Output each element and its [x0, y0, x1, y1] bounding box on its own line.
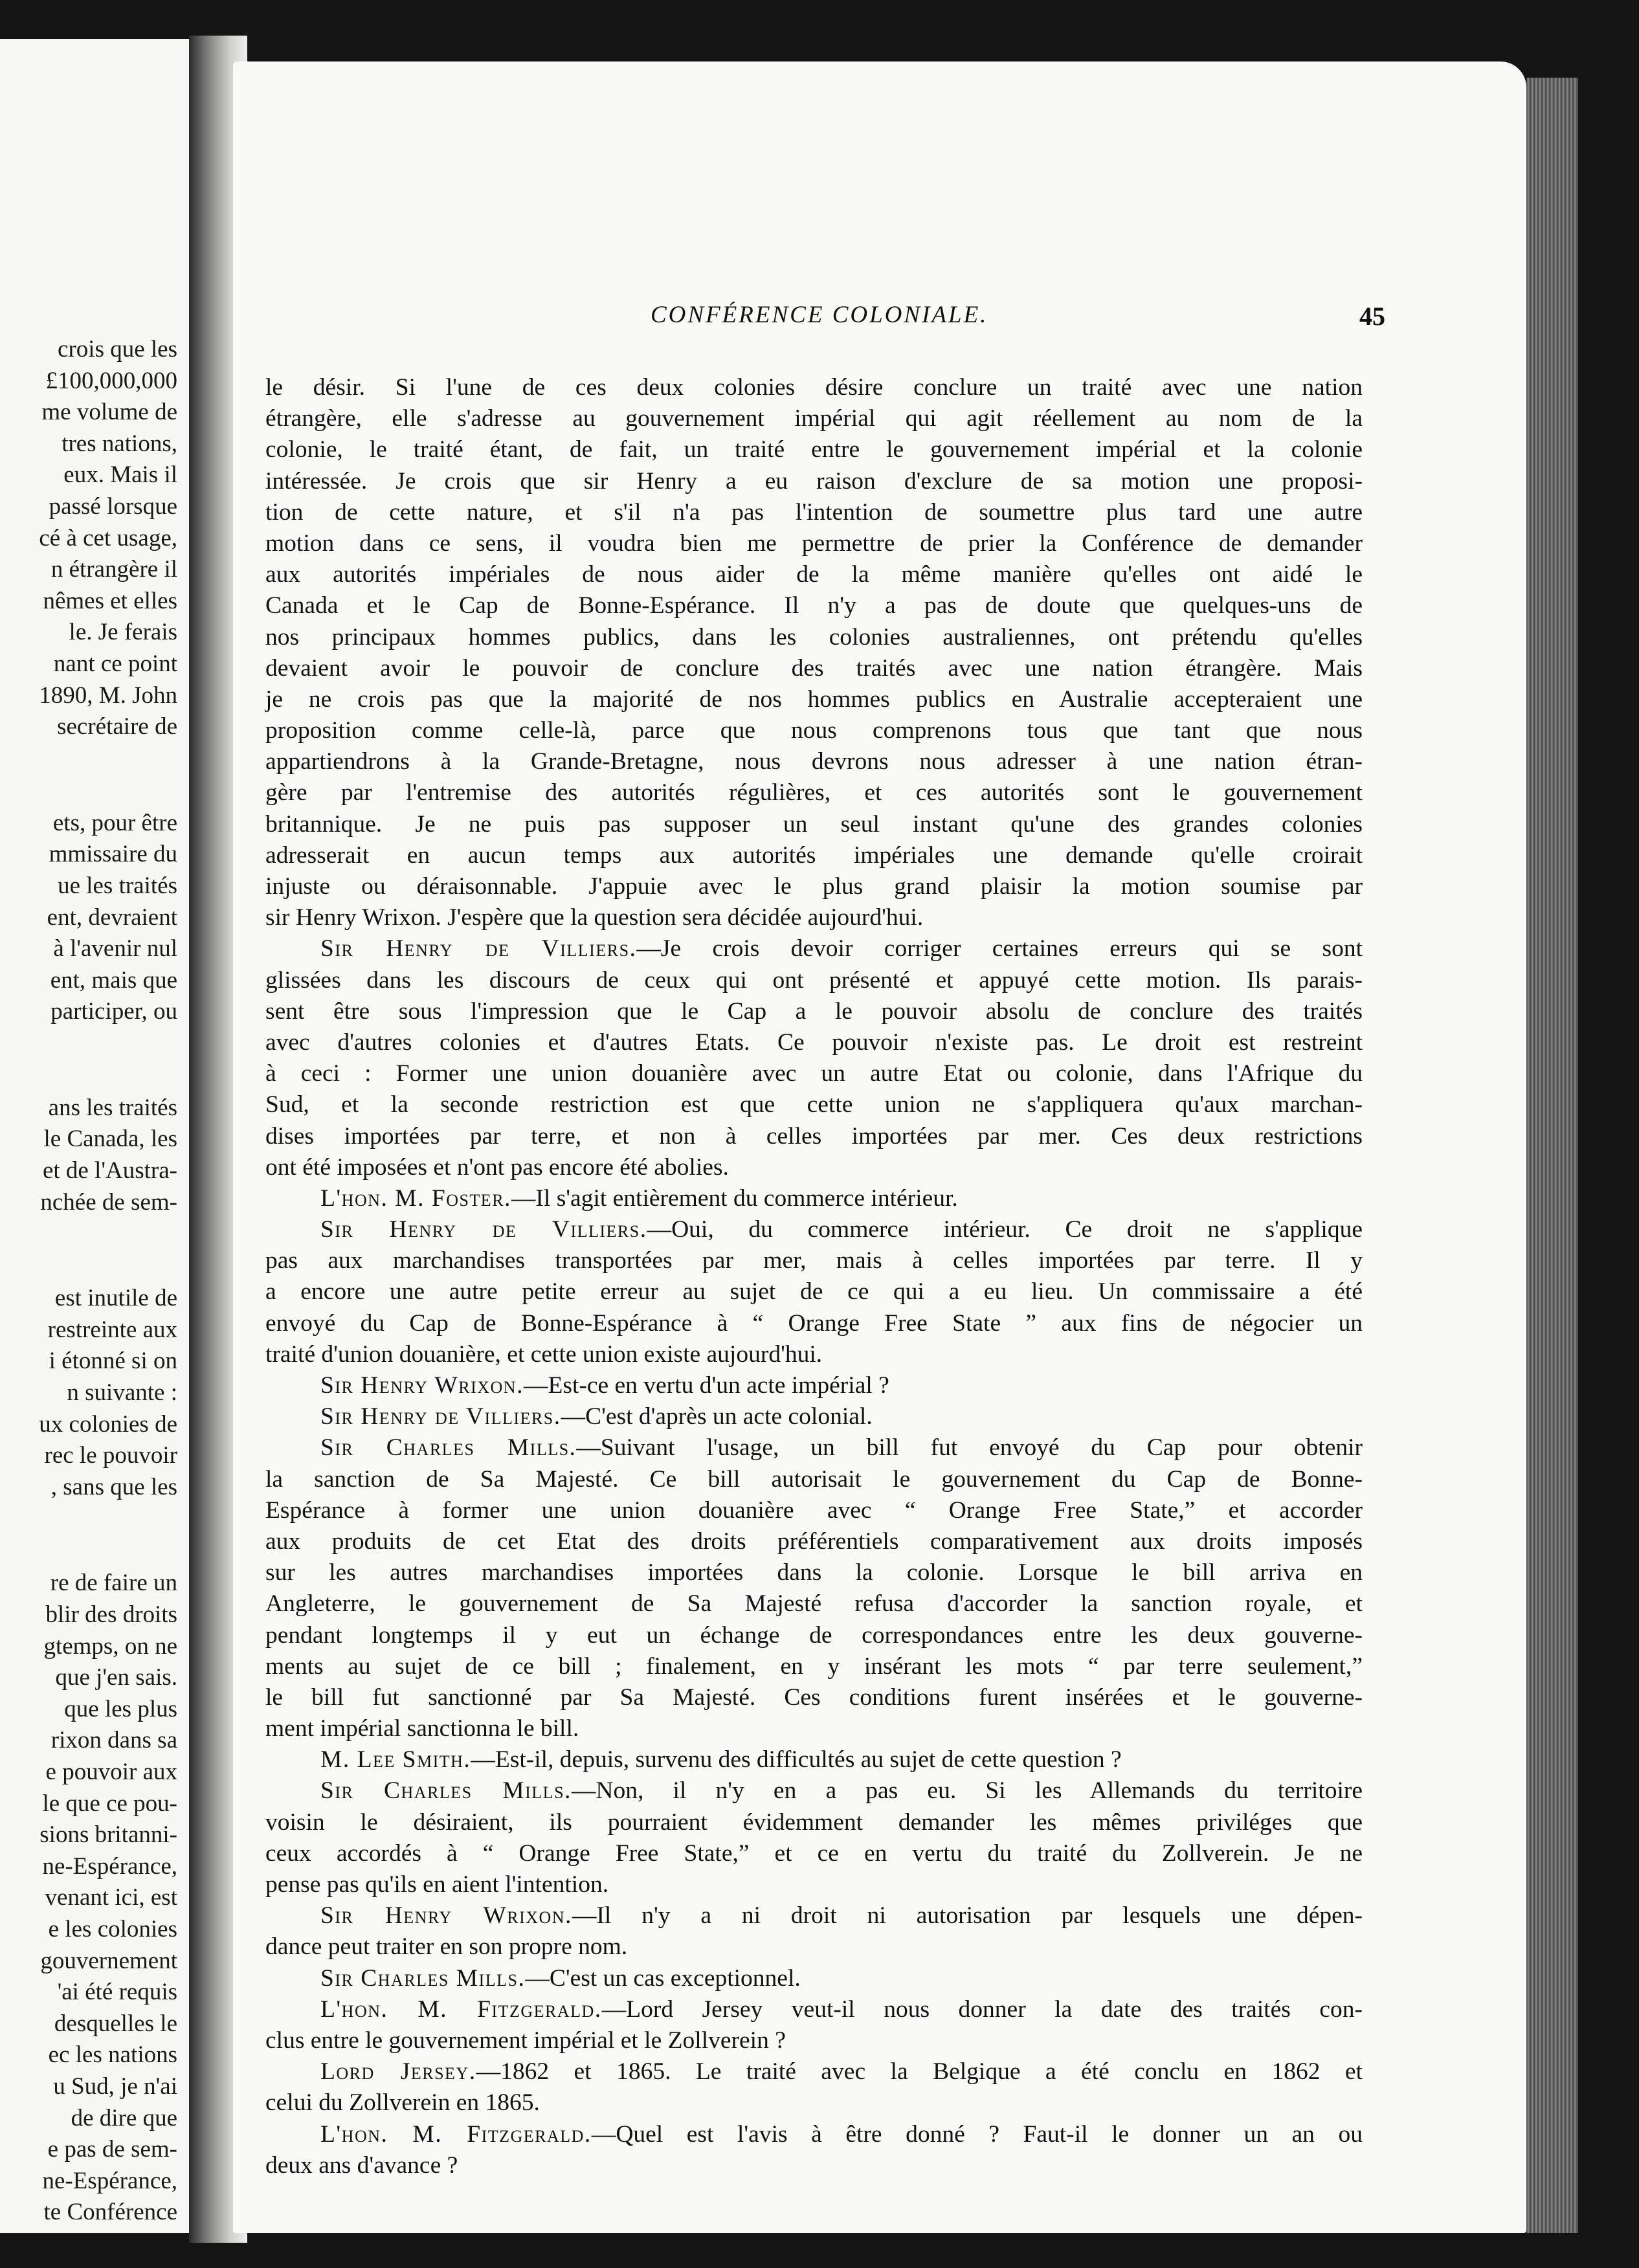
text-line [265, 840, 1363, 871]
text-line [265, 871, 1363, 902]
text-line [265, 1089, 1363, 1120]
line-text: sur les autres marchandises importées dans la colonie. Lorsque le bill arriva en [265, 1559, 1363, 1586]
text-line [265, 715, 1363, 746]
line-text: tion de cette nature, et s'il n'a pas l'intention de soumettre plus tard une autre [265, 498, 1363, 526]
line-text: —Suivant l'usage, un bill fut envoyé du Cap pour obtenir [576, 1434, 1363, 1462]
line-text: ment impérial sanctionna le bill. [265, 1715, 579, 1742]
speaker-name: Sir Henry de Villiers. [320, 935, 637, 962]
text-line [265, 590, 1363, 621]
left-page-line: de dire que [71, 2104, 177, 2131]
left-page-line: cé à cet usage, [39, 524, 177, 551]
speaker-name: Sir Henry de Villiers. [320, 1403, 561, 1430]
text-line [265, 1620, 1363, 1651]
text-line [265, 684, 1363, 715]
left-page-line: eux. Mais il [63, 461, 177, 489]
line-text: Canada et le Cap de Bonne-Espérance. Il n'y a pas de doute que quelques-uns de [265, 592, 1363, 619]
speaker-name: Lord Jersey. [320, 2058, 476, 2085]
speech-paragraph [265, 1994, 1363, 2056]
left-page-line: me volume de [41, 399, 177, 426]
text-line [265, 1214, 1363, 1245]
line-text: gère par l'entremise des autorités régulières, et ces autorités sont le gouvernement [265, 779, 1363, 806]
left-page-line: ent, devraient [47, 904, 177, 931]
speaker-name: L'hon. M. Foster. [320, 1184, 511, 1212]
left-page-line: tres nations, [61, 430, 177, 457]
text-line [265, 1682, 1363, 1713]
page-edges [1526, 78, 1578, 2233]
left-page-line: te Conférence [43, 2199, 177, 2226]
speech-paragraph [265, 2056, 1363, 2118]
left-page-line [0, 1218, 177, 1283]
left-page-line: ne-Espérance, [42, 1852, 177, 1880]
line-text: sir Henry Wrixon. J'espère que la question sera décidée aujourd'hui. [265, 904, 924, 931]
line-text: britannique. Je ne puis pas supposer un seul instant qu'une des grandes colonies [265, 810, 1363, 838]
speaker-name: Sir Charles Mills. [320, 1777, 572, 1805]
text-line [265, 2056, 1363, 2087]
line-text: ceux accordés à “ Orange Free State,” et ce en vertu du traité du Zollverein. Je ne [265, 1840, 1363, 1867]
left-page-line: ne-Espérance, [42, 2167, 177, 2194]
line-text: ont été imposées et n'ont pas encore été abolies. [265, 1153, 729, 1181]
left-page-line: que les plus [64, 1695, 177, 1722]
text-line [265, 1339, 1363, 1370]
text-line [265, 1775, 1363, 1807]
speaker-name: Sir Henry de Villiers. [320, 1216, 647, 1243]
line-text: —Est-il, depuis, survenu des difficultés au sujet de cette question ? [471, 1746, 1122, 1773]
text-line [265, 809, 1363, 840]
left-page-line: n suivante : [67, 1379, 177, 1406]
line-text: devaient avoir le pouvoir de conclure des traités avec une nation étrangère. Mais [265, 654, 1363, 682]
line-text: —Je crois devoir corriger certaines erreurs qui se sont [636, 935, 1363, 962]
line-text: —Oui, du commerce intérieur. Ce droit ne s'applique [647, 1216, 1363, 1243]
left-page-line: re de faire un [50, 1570, 177, 1597]
speech-paragraph [265, 1432, 1363, 1744]
speech-paragraph [265, 1744, 1363, 1775]
line-text: je ne crois pas que la majorité de nos hommes publics en Australie accepteraient une [265, 685, 1363, 713]
left-page-line: venant ici, est [45, 1884, 177, 1911]
left-page-line: 1890, M. John [39, 682, 177, 709]
left-page-line [0, 1503, 177, 1568]
text-line [265, 1588, 1363, 1619]
speech-paragraph [265, 1370, 1363, 1401]
line-text: proposition comme celle-là, parce que nous comprenons tous que tant que nous [265, 717, 1363, 744]
text-line [265, 777, 1363, 808]
text-line [265, 1931, 1363, 1962]
speaker-name: L'hon. M. Fitzgerald. [320, 1996, 602, 2023]
line-text: voisin le désiraient, ils pourraient évidemment demander les mêmes priviléges que [265, 1808, 1363, 1836]
left-page-line: n étrangère il [50, 556, 177, 583]
left-page-line: ets, pour être [52, 809, 177, 836]
left-page-line: sions britanni- [39, 1821, 177, 1849]
left-page-line: 'ai été requis [57, 1979, 177, 2006]
line-text: intéressée. Je crois que sir Henry a eu raison d'exclure de sa motion une proposi- [265, 467, 1363, 495]
text-line [265, 1869, 1363, 1900]
left-page-line: le Canada, les [43, 1126, 177, 1153]
line-text: dises importées par terre, et non à celles importées par mer. Ces deux restrictions [265, 1122, 1363, 1150]
line-text: —Est-ce en vertu d'un acte impérial ? [523, 1372, 889, 1399]
left-page-line: i étonné si on [49, 1348, 177, 1375]
speech-paragraph [265, 2119, 1363, 2181]
text-line [265, 403, 1363, 434]
line-text: adresserait en aucun temps aux autorités impériales une demande qu'elle croirait [265, 841, 1363, 869]
text-line [265, 1152, 1363, 1183]
text-line [265, 497, 1363, 528]
line-text: —C'est d'après un acte colonial. [561, 1403, 873, 1430]
text-line [265, 1744, 1363, 1775]
left-page-line: gtemps, on ne [43, 1632, 177, 1660]
text-line [265, 653, 1363, 684]
left-page-line: et de l'Austra- [42, 1157, 177, 1184]
text-line [265, 1370, 1363, 1401]
line-text: —Il s'agit entièrement du commerce intérieur. [511, 1184, 958, 1212]
line-text: pense pas qu'ils en aient l'intention. [265, 1871, 609, 1898]
line-text: Espérance à former une union douanière avec “ Orange Free State,” et accorder [265, 1496, 1363, 1524]
text-line [265, 1557, 1363, 1588]
text-line [265, 1027, 1363, 1058]
speaker-name: Sir Charles Mills. [320, 1434, 577, 1462]
left-page-line [0, 743, 177, 808]
line-text: colonie, le traité étant, de fait, un traité entre le gouvernement impérial et la colonie [265, 436, 1363, 463]
text-line [265, 1495, 1363, 1526]
line-text: —Quel est l'avis à être donné ? Faut-il le donner un an ou [591, 2120, 1363, 2148]
left-page-line: le. Je ferais [69, 619, 177, 646]
left-page-line: , sans que les [50, 1473, 177, 1500]
text-line [265, 2150, 1363, 2181]
text-line [265, 965, 1363, 996]
line-text: glissées dans les discours de ceux qui ont présenté et appuyé cette motion. Ils parais- [265, 966, 1363, 994]
text-line [265, 1900, 1363, 1931]
left-page-line: à l'avenir nul [53, 935, 177, 962]
left-page-line: e pouvoir aux [45, 1758, 177, 1785]
text-line [265, 466, 1363, 497]
left-page-line: nchée de sem- [40, 1188, 177, 1216]
line-text: —Lord Jersey veut-il nous donner la date des traités con- [601, 1996, 1363, 2023]
line-text: celui du Zollverein en 1865. [265, 2089, 540, 2117]
page-number: 45 [1359, 302, 1385, 331]
line-text: motion dans ce sens, il voudra bien me permettre de prier la Conférence de demander [265, 529, 1363, 557]
text-line [265, 1713, 1363, 1744]
right-page [233, 61, 1526, 2233]
speech-paragraph [265, 1401, 1363, 1432]
text-line [265, 1807, 1363, 1838]
left-facing-page [0, 39, 191, 2233]
line-text: à ceci : Former une union douanière avec un autre Etat ou colonie, dans l'Afrique du [265, 1060, 1363, 1087]
left-page-line: nant ce point [53, 650, 177, 677]
line-text: la sanction de Sa Majesté. Ce bill autorisait le gouvernement du Cap de Bonne- [265, 1465, 1363, 1493]
text-line [265, 1838, 1363, 1869]
text-line [265, 1651, 1363, 1682]
line-text: —1862 et 1865. Le traité avec la Belgique a été conclu en 1862 et [476, 2058, 1363, 2085]
line-text: ments au sujet de ce bill ; finalement, en y insérant les mots “ par terre seulement,” [265, 1652, 1363, 1680]
left-page-line: ux colonies de [39, 1410, 177, 1438]
speech-paragraph [265, 1900, 1363, 1962]
left-page-line: ent, mais que [50, 966, 177, 994]
line-text: étrangère, elle s'adresse au gouvernement impérial qui agit réellement au nom de la [265, 405, 1363, 432]
left-page-line: crois que les [58, 336, 177, 362]
left-page-line: secrétaire de [57, 713, 177, 740]
left-page-line: ue les traités [58, 872, 177, 899]
left-page-line: blir des droits [45, 1601, 177, 1628]
text-line [265, 933, 1363, 964]
line-text: Angleterre, le gouvernement de Sa Majesté refusa d'accorder la sanction royale, et [265, 1590, 1363, 1618]
text-line [265, 372, 1363, 403]
text-line [265, 1058, 1363, 1089]
line-text: avec d'autres colonies et d'autres Etats. Ce pouvoir n'existe pas. Le droit est restreint [265, 1028, 1363, 1056]
speech-paragraph [265, 1214, 1363, 1370]
text-line [265, 1276, 1363, 1307]
left-page-line: rixon dans sa [50, 1727, 177, 1754]
speaker-name: L'hon. M. Fitzgerald. [320, 2120, 592, 2148]
line-text: appartiendrons à la Grande-Bretagne, nous devrons nous adresser à une nation étran- [265, 748, 1363, 775]
line-text: le bill fut sanctionné par Sa Majesté. Ces conditions furent insérées et le gouverne- [265, 1684, 1363, 1711]
left-page-line: restreinte aux [47, 1316, 177, 1343]
speech-paragraph [265, 1775, 1363, 1900]
text-line [265, 434, 1363, 465]
line-text: sent être sous l'impression que le Cap a le pouvoir absolu de conclure des traités [265, 997, 1363, 1025]
line-text: le désir. Si l'une de ces deux colonies désire conclure un traité avec une nation [265, 374, 1363, 401]
text-line [265, 2119, 1363, 2150]
speaker-name: Sir Henry Wrixon. [320, 1902, 572, 1929]
left-page-line: desquelles le [54, 2010, 177, 2037]
line-text: nos principaux hommes publics, dans les colonies australiennes, ont prétendu qu'elles [265, 623, 1363, 650]
left-page-line: e pas de sem- [47, 2136, 177, 2163]
left-page-line: le que ce pou- [42, 1790, 177, 1817]
speech-paragraph [265, 933, 1363, 1183]
left-page-line: que j'en sais. [55, 1664, 177, 1691]
left-page-line: u Sud, je n'ai [53, 2073, 177, 2100]
text-line [265, 1464, 1363, 1495]
line-text: pendant longtemps il y eut un échange de correspondances entre les deux gouverne- [265, 1621, 1363, 1649]
text-line [265, 746, 1363, 777]
line-text: traité d'union douanière, et cette union existe aujourd'hui. [265, 1340, 823, 1368]
text-line [265, 622, 1363, 653]
line-text: —Il n'y a ni droit ni autorisation par lesquels une dépen- [572, 1902, 1363, 1929]
text-line [265, 559, 1363, 590]
left-page-line: passé lorsque [49, 493, 177, 520]
text-line [265, 528, 1363, 559]
text-paragraph [265, 372, 1363, 933]
speech-paragraph [265, 1183, 1363, 1214]
running-head: CONFÉRENCE COLONIALE. [651, 302, 988, 328]
line-text: aux autorités impériales de nous aider de la même manière qu'elles ont aidé le [265, 561, 1363, 588]
left-page-line: mmissaire du [49, 841, 177, 868]
left-page-line: £100,000,000 [45, 367, 177, 394]
line-text: dance peut traiter en son propre nom. [265, 1933, 628, 1961]
text-line [265, 1994, 1363, 2025]
line-text: deux ans d'avance ? [265, 2151, 458, 2179]
left-page-line: ans les traités [48, 1094, 177, 1121]
speech-paragraph [265, 1963, 1363, 1994]
left-page-line: e les colonies [48, 1915, 177, 1942]
text-line [265, 1432, 1363, 1463]
left-page-line: est inutile de [54, 1285, 177, 1312]
text-line [265, 2087, 1363, 2118]
line-text: —Non, il n'y en a pas eu. Si les Allemands du territoire [571, 1777, 1363, 1805]
text-line [265, 2025, 1363, 2056]
left-page-line: gouvernement [40, 1947, 177, 1974]
left-page-line: participer, ou [50, 998, 177, 1025]
line-text: a encore une autre petite erreur au sujet de ce qui a eu lieu. Un commissaire a été [265, 1278, 1363, 1306]
line-text: clus entre le gouvernement impérial et le Zollverein ? [265, 2027, 786, 2054]
text-line [265, 1183, 1363, 1214]
text-line [265, 996, 1363, 1027]
body-text [265, 372, 1363, 2181]
text-line [265, 1401, 1363, 1432]
text-line [265, 1526, 1363, 1557]
line-text: envoyé du Cap de Bonne-Espérance à “ Orange Free State ” aux fins de négocier un [265, 1309, 1363, 1337]
left-page-text-fragments [0, 334, 177, 2229]
left-page-line: nêmes et elles [43, 587, 177, 614]
text-line [265, 1245, 1363, 1276]
text-line [265, 1963, 1363, 1994]
line-text: Sud, et la seconde restriction est que cette union ne s'appliquera qu'aux marchan- [265, 1091, 1363, 1118]
left-page-line: rec le pouvoir [44, 1442, 177, 1469]
line-text: aux produits de cet Etat des droits préférentiels comparativement aux droits imposés [265, 1528, 1363, 1555]
left-page-line: ec les nations [48, 2041, 177, 2069]
speaker-name: M. Lee Smith. [320, 1746, 471, 1773]
speaker-name: Sir Henry Wrixon. [320, 1372, 524, 1399]
text-line [265, 1308, 1363, 1339]
left-page-line [0, 1028, 177, 1093]
line-text: pas aux marchandises transportées par mer, mais à celles importées par terre. Il y [265, 1247, 1363, 1274]
text-line [265, 902, 1363, 933]
text-line [265, 1121, 1363, 1152]
speaker-name: Sir Charles Mills. [320, 1964, 526, 1992]
line-text: injuste ou déraisonnable. J'appuie avec le plus grand plaisir la motion soumise par [265, 873, 1363, 900]
line-text: —C'est un cas exceptionnel. [525, 1964, 801, 1992]
